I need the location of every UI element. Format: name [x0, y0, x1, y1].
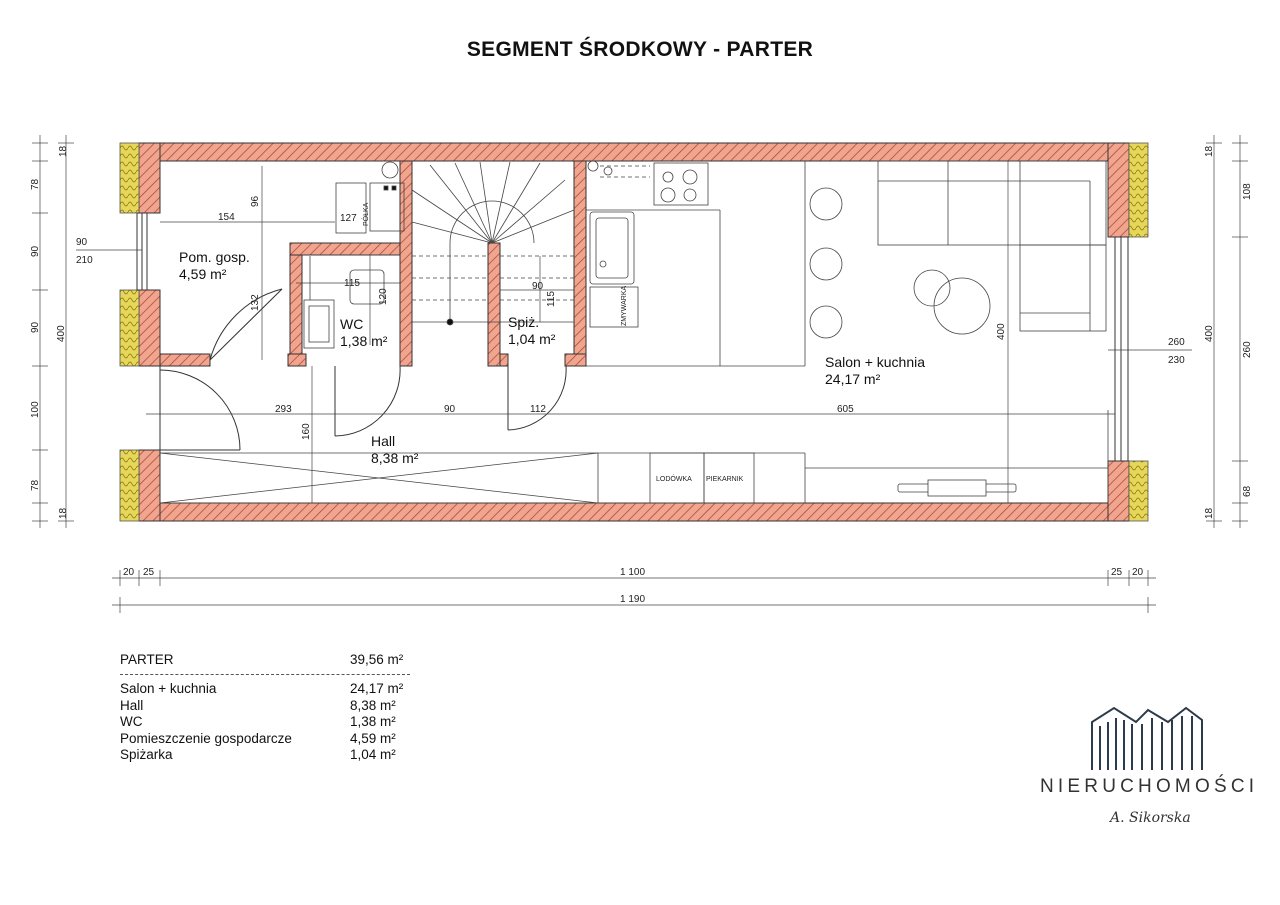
- dim-left-total: 400: [56, 325, 67, 342]
- dim-right-108: 108: [1242, 183, 1253, 200]
- dim-right-window-width: 260: [1168, 337, 1185, 348]
- living-furniture: [878, 161, 1106, 334]
- summary-row: [120, 747, 410, 764]
- dim-left-78-bottom: 78: [30, 479, 41, 491]
- dim-bottom-20-left: 20: [123, 567, 135, 578]
- dim-293: 293: [275, 404, 292, 415]
- summary-separator: [120, 674, 410, 675]
- room-name-spiz: Spiż.: [508, 314, 540, 330]
- summary-row: [120, 681, 410, 698]
- summary-row-label: Pomieszczenie gospodarcze: [120, 730, 292, 746]
- area-summary-table: [120, 650, 410, 764]
- summary-header: [120, 650, 410, 670]
- room-area-salon: 24,17 m²: [825, 371, 881, 387]
- summary-row: [120, 731, 410, 748]
- dim-605: 605: [837, 404, 854, 415]
- summary-row: [120, 698, 410, 715]
- dim-left-18-bottom: 18: [58, 507, 69, 519]
- summary-row-label: Salon + kuchnia: [120, 681, 217, 696]
- summary-row-value: 4,59 m²: [350, 730, 396, 746]
- dim-left-90-b: 90: [30, 321, 41, 333]
- windows: [137, 213, 1128, 461]
- dim-96: 96: [250, 195, 261, 207]
- summary-row-value: 1,04 m²: [350, 747, 396, 762]
- dim-right-18-top: 18: [1204, 145, 1215, 157]
- summary-row-label: Spiżarka: [120, 747, 173, 762]
- room-area-spiz: 1,04 m²: [508, 331, 556, 347]
- fixture-label-piekarnik: PIEKARNIK: [706, 476, 744, 483]
- dim-left-100: 100: [30, 401, 41, 418]
- summary-row-value: 8,38 m²: [350, 697, 396, 713]
- dim-bottom-25-right: 25: [1111, 567, 1123, 578]
- kitchen-fixtures: [586, 161, 842, 366]
- fixture-label-zmywarka: ZMYWARKA: [621, 285, 628, 326]
- dim-bottom-25-left: 25: [143, 567, 155, 578]
- room-name-hall: Hall: [371, 433, 396, 449]
- dim-160: 160: [301, 423, 312, 440]
- fixture-label-polka: PÓŁKA: [363, 202, 370, 226]
- dim-112: 112: [530, 404, 546, 415]
- company-logo-icon: [1092, 708, 1202, 770]
- room-name-wc: WC: [340, 316, 364, 332]
- insulation-layer: [120, 143, 1148, 521]
- dim-right-window-height: 230: [1168, 355, 1185, 366]
- room-name-salon: Salon + kuchnia: [825, 354, 926, 370]
- dim-right-18-bottom: 18: [1204, 507, 1215, 519]
- room-area-wc: 1,38 m²: [340, 333, 388, 349]
- dim-90-stairs: 90: [532, 281, 544, 292]
- summary-row-value: 24,17 m²: [350, 681, 404, 696]
- plan-title: SEGMENT ŚRODKOWY - PARTER: [466, 38, 814, 61]
- dim-154: 154: [218, 212, 235, 223]
- summary-row-value: 1,38 m²: [350, 714, 396, 729]
- dim-left-78-top: 78: [30, 178, 41, 190]
- summary-row-label: Hall: [120, 697, 144, 713]
- dim-left-18-top: 18: [58, 145, 69, 157]
- room-name-pom-gosp: Pom. gosp.: [179, 249, 250, 265]
- summary-row: [120, 714, 410, 731]
- summary-header-value: 39,56 m²: [350, 652, 404, 667]
- dim-left-window-width: 90: [76, 237, 88, 248]
- dim-115-wc: 115: [344, 278, 360, 289]
- room-area-hall: 8,38 m²: [371, 450, 419, 466]
- dim-120: 120: [378, 288, 389, 305]
- dim-132: 132: [250, 294, 261, 311]
- outer-walls: [139, 143, 1129, 521]
- dim-bottom-total: 1 190: [620, 594, 646, 605]
- fixture-label-lodowka: LODÓWKA: [656, 476, 692, 483]
- summary-header-label: PARTER: [120, 652, 174, 667]
- dim-127: 127: [340, 213, 357, 224]
- dim-right-260: 260: [1242, 341, 1253, 358]
- dim-bottom-1100: 1 100: [620, 567, 646, 578]
- dim-left-90-a: 90: [30, 245, 41, 257]
- dim-right-68: 68: [1242, 485, 1253, 497]
- room-area-pom-gosp: 4,59 m²: [179, 266, 227, 282]
- signature: A. Sikorska: [1110, 810, 1191, 826]
- dim-90-hall: 90: [444, 404, 456, 415]
- dim-115-spiz: 115: [546, 291, 557, 307]
- dim-right-total: 400: [1204, 325, 1215, 342]
- dim-400-salon: 400: [996, 323, 1007, 340]
- summary-row-label: WC: [120, 714, 143, 729]
- dim-bottom-20-right: 20: [1132, 567, 1144, 578]
- company-logo-text: NIERUCHOMOŚCI: [1040, 776, 1259, 797]
- dim-left-window-height: 210: [76, 255, 93, 266]
- doors: [160, 289, 566, 450]
